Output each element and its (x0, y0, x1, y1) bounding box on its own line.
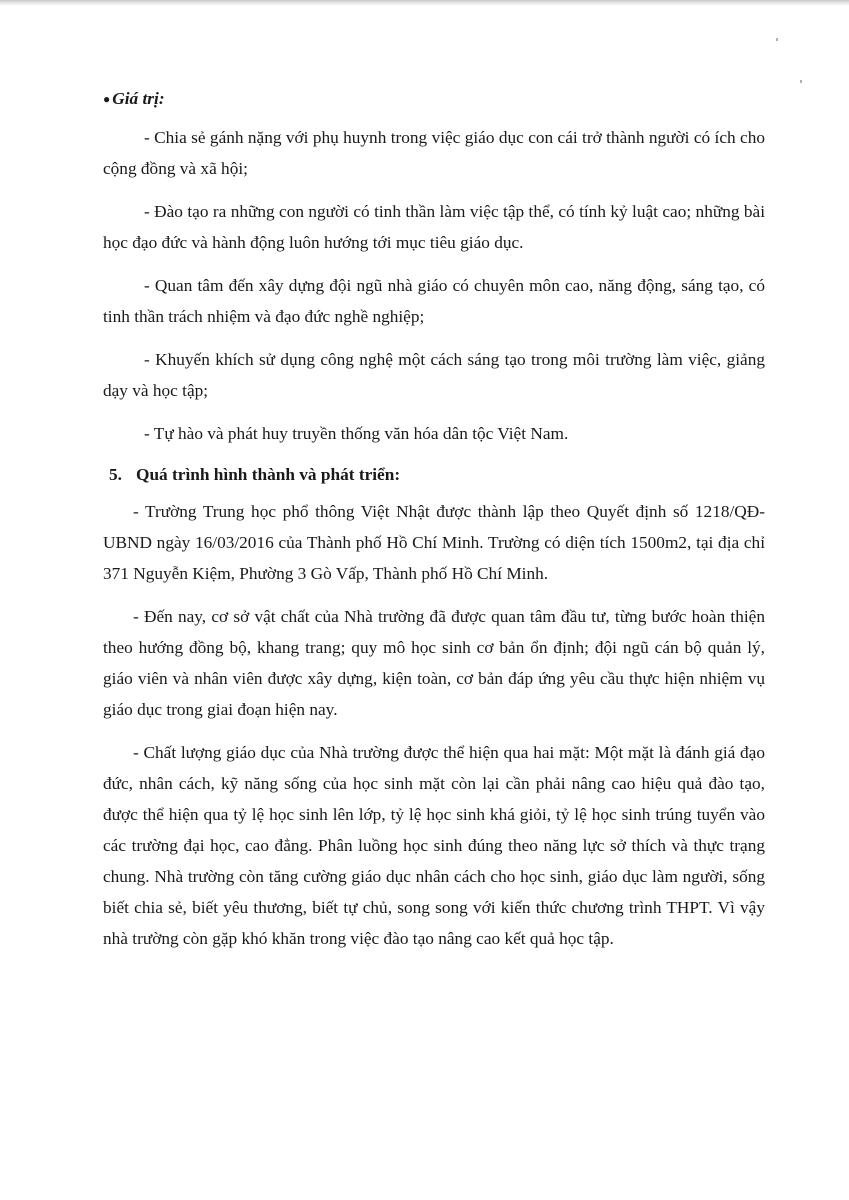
values-heading-label: Giá trị: (112, 89, 165, 108)
scan-speck (800, 80, 802, 83)
values-item: - Quan tâm đến xây dựng đội ngũ nhà giáo có chuyên môn cao, năng động, sáng tạo, có tinh thần trách nhiệm và đạo đức nghề nghiệp; (103, 276, 765, 326)
values-item: - Chia sẻ gánh nặng với phụ huynh trong việc giáo dục con cái trở thành người có ích cho cộng đồng và xã hội; (103, 128, 765, 178)
values-item: - Khuyến khích sử dụng công nghệ một cách sáng tạo trong môi trường làm việc, giảng dạy và học tập; (103, 350, 765, 400)
section-title: Quá trình hình thành và phát triển: (136, 465, 401, 484)
values-heading (103, 83, 765, 115)
history-paragraph: - Đến nay, cơ sở vật chất của Nhà trường đã được quan tâm đầu tư, từng bước hoàn thiện theo hướng đồng bộ, khang trang; quy mô học sinh cơ bản ổn định; đội ngũ cán bộ quản lý, giáo viên và nhân viên được xây dựng, kiện toàn, cơ bản đáp ứng yêu cầu thực hiện nhiệm vụ giáo dục trong giai đoạn hiện nay. (103, 607, 765, 719)
scan-speck (776, 38, 778, 41)
history-section-heading (109, 459, 765, 490)
values-item: - Đào tạo ra những con người có tinh thần làm việc tập thể, có tính kỷ luật cao; những bài học đạo đức và hành động luôn hướng tới mục tiêu giáo dục. (103, 202, 765, 252)
history-paragraph: - Chất lượng giáo dục của Nhà trường được thể hiện qua hai mặt: Một mặt là đánh giá đạo đức, nhân cách, kỹ năng sống của học sinh mặt còn lại cần phải nâng cao hiệu quả đào tạo, được thể hiện qua tỷ lệ học sinh lên lớp, tỷ lệ học sinh khá giỏi, tỷ lệ học sinh trúng tuyển vào các trường đại học, cao đẳng. Phân luồng học sinh đúng theo năng lực sở thích và thực trạng chung. Nhà trường còn tăng cường giáo dục nhân cách cho học sinh, giáo dục làm người, sống biết chia sẻ, biết yêu thương, biết tự chủ, song song với kiến thức chương trình THPT. Vì vậy nhà trường còn gặp khó khăn trong việc đào tạo nâng cao kết quả học tập. (103, 743, 765, 948)
document-body (103, 83, 765, 966)
section-number: 5. (109, 465, 122, 484)
scan-top-edge (0, 0, 849, 6)
values-item: - Tự hào và phát huy truyền thống văn hóa dân tộc Việt Nam. (144, 424, 569, 443)
history-paragraph: - Trường Trung học phổ thông Việt Nhật được thành lập theo Quyết định số 1218/QĐ-UBND ngày 16/03/2016 của Thành phố Hồ Chí Minh. Trường có diện tích 1500m2, tại địa chỉ 371 Nguyễn Kiệm, Phường 3 Gò Vấp, Thành phố Hồ Chí Minh. (103, 502, 765, 583)
bullet-icon: ● (103, 92, 111, 106)
